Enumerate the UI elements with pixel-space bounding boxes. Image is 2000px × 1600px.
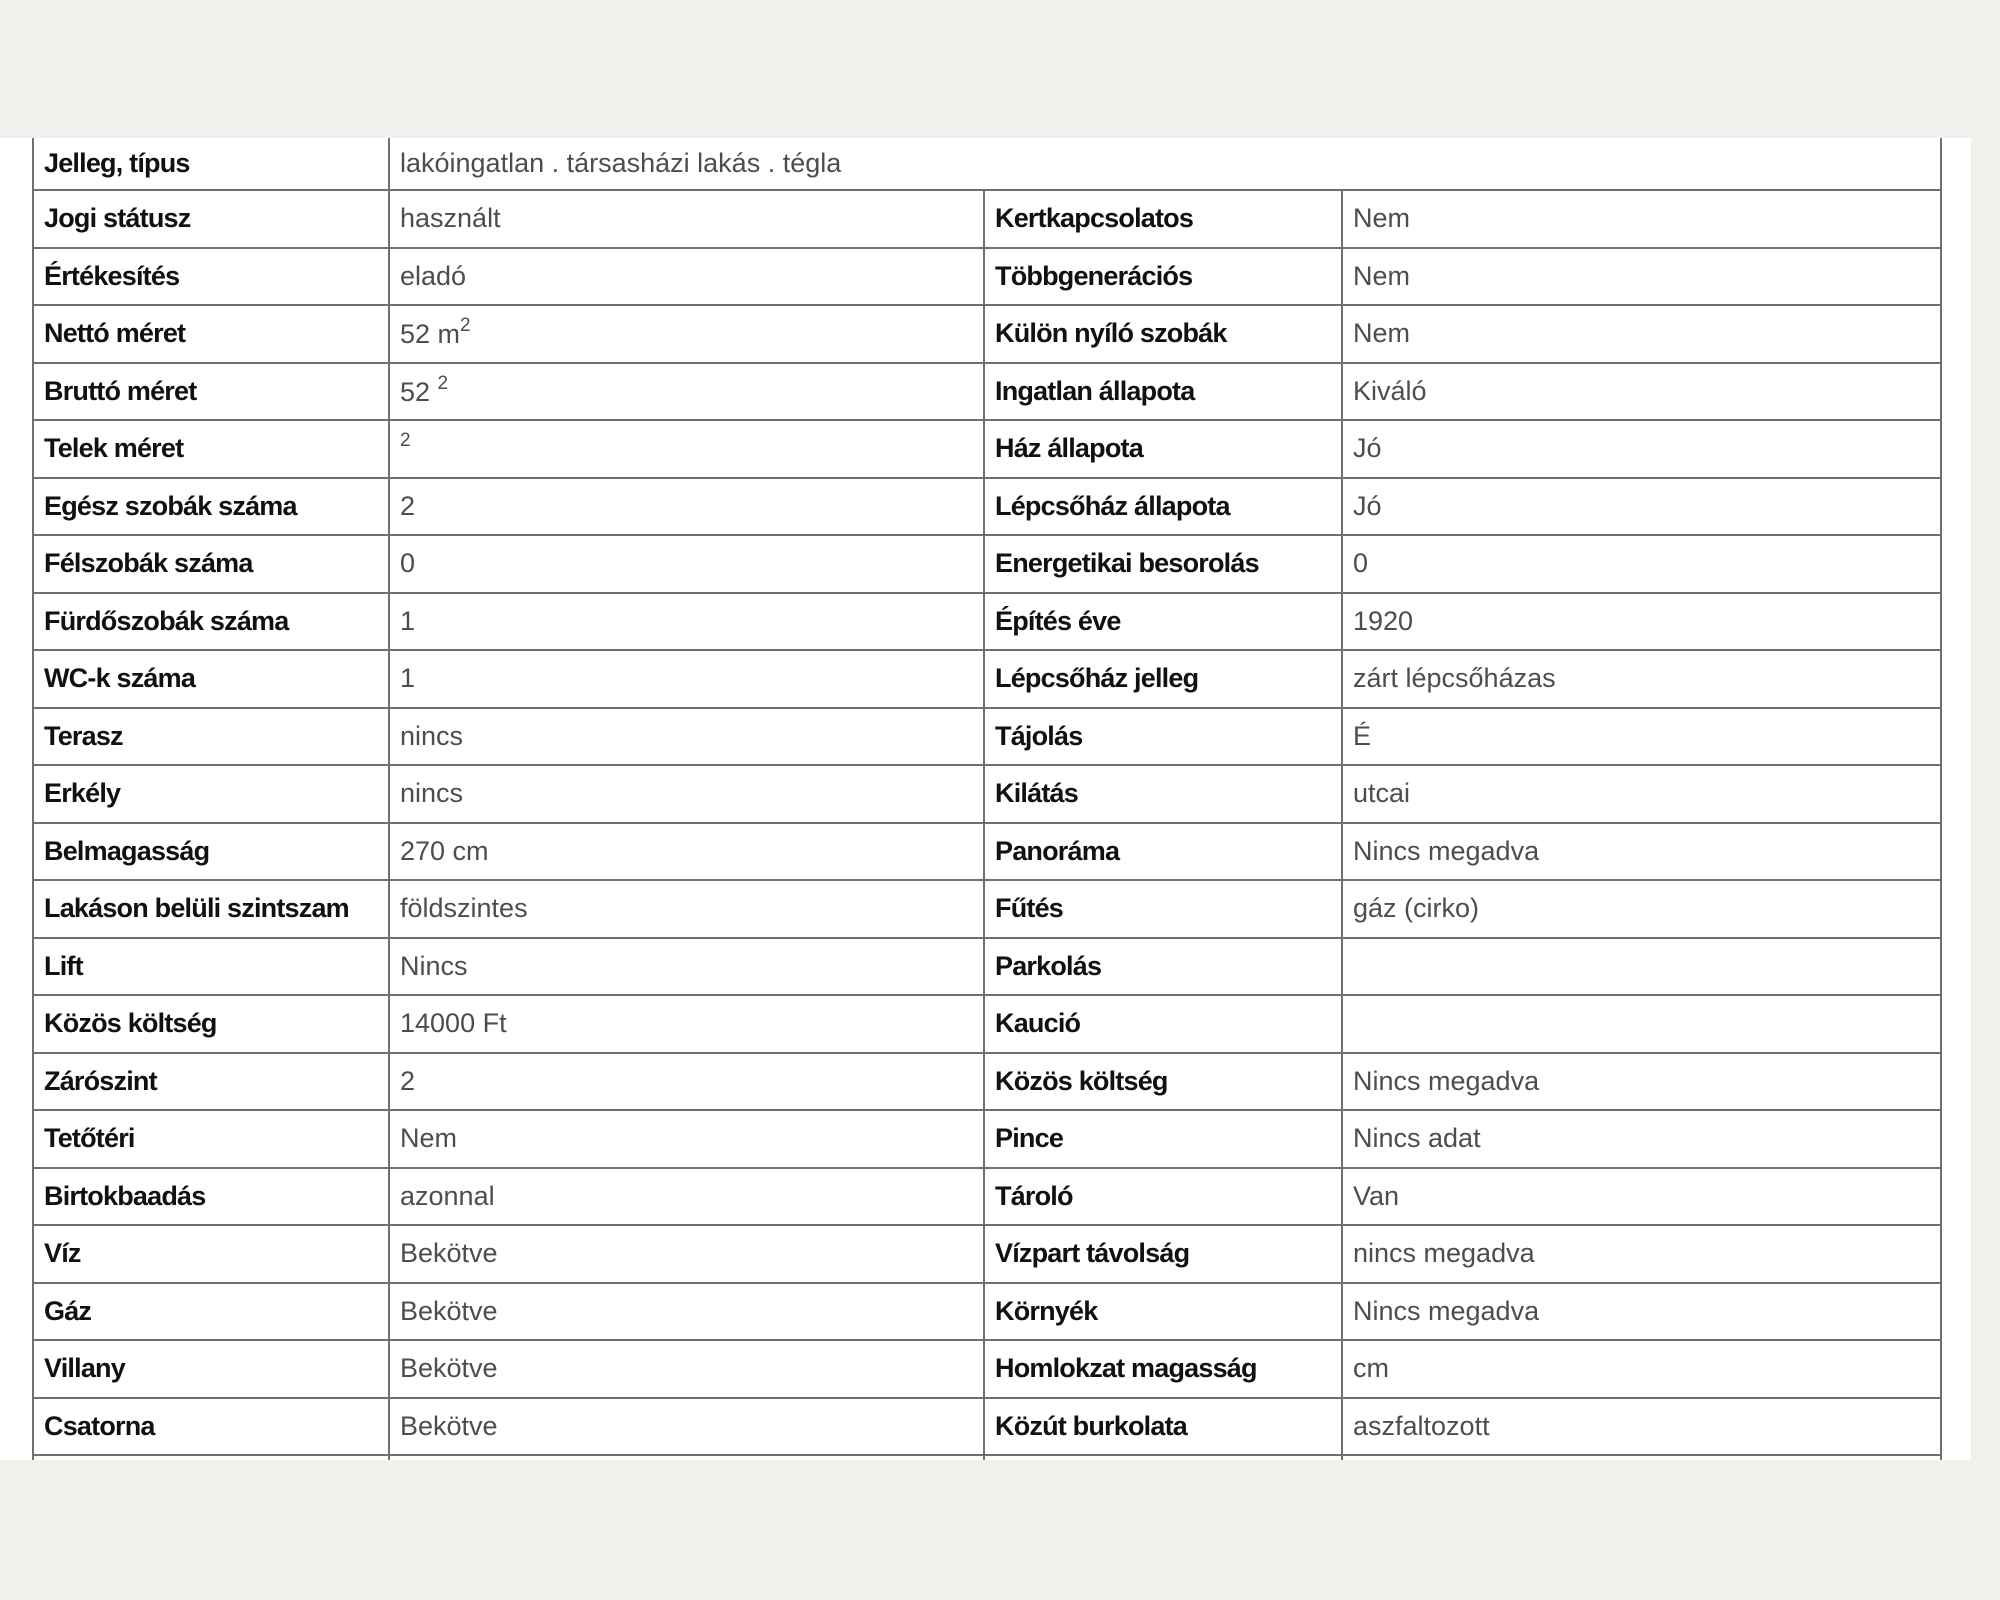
property-value-text: Nincs megadva <box>1353 1065 1540 1096</box>
property-value-text: nincs <box>400 778 464 809</box>
property-value <box>389 363 984 421</box>
table-row <box>33 535 1941 593</box>
property-value <box>389 535 984 593</box>
property-value-text: 52 m <box>400 319 461 350</box>
property-label <box>33 1398 389 1456</box>
property-label <box>33 1225 389 1283</box>
property-value <box>1342 1168 1941 1226</box>
property-value-text: Bekötve <box>400 1410 498 1441</box>
property-value <box>1342 1225 1941 1283</box>
property-label-text: Homlokzat magasság <box>995 1353 1257 1384</box>
property-label-text: Értékesítés <box>44 260 180 291</box>
property-value-text: Nincs megadva <box>1353 835 1540 866</box>
property-label-text: Félszobák száma <box>44 548 253 579</box>
property-label <box>33 535 389 593</box>
table-row <box>33 1340 1941 1398</box>
property-label <box>984 1340 1342 1398</box>
table-row <box>33 478 1941 536</box>
property-label-text: Tároló <box>995 1180 1073 1211</box>
property-label-text: Lépcsőház állapota <box>995 490 1230 521</box>
property-value-text: eladó <box>400 260 467 291</box>
property-label <box>984 420 1342 478</box>
table-row <box>33 248 1941 306</box>
table-row <box>33 190 1941 248</box>
property-label-text: Nettó méret <box>44 318 186 349</box>
property-label-text: Birtokbaadás <box>44 1180 206 1211</box>
property-label-text: Közös költség <box>995 1065 1168 1096</box>
property-label-text: Parkolás <box>995 950 1102 981</box>
property-label-text: Vízpart távolság <box>995 1238 1190 1269</box>
property-value-text: 0 <box>1353 548 1369 579</box>
property-value-text: 52 <box>400 376 438 407</box>
property-value <box>1342 248 1941 306</box>
table-row <box>33 420 1941 478</box>
property-label-text: Villany <box>44 1353 125 1384</box>
property-label <box>33 708 389 766</box>
table-row <box>33 1283 1941 1341</box>
property-label-text: Jogi státusz <box>44 203 191 234</box>
property-label <box>984 248 1342 306</box>
property-label <box>33 880 389 938</box>
property-label <box>33 1340 389 1398</box>
property-value-text: Nincs <box>400 950 468 981</box>
property-label-text: Közút burkolata <box>995 1410 1188 1441</box>
property-label <box>984 880 1342 938</box>
property-label <box>984 765 1342 823</box>
property-value-text: Bekötve <box>400 1353 498 1384</box>
property-value-text: azonnal <box>400 1180 495 1211</box>
property-label <box>984 190 1342 248</box>
unit-superscript: 2 <box>437 372 449 394</box>
property-value-text: földszintes <box>400 893 528 924</box>
table-row-type <box>33 138 1941 190</box>
property-value-text: utcai <box>1353 778 1411 809</box>
property-value-text: É <box>1353 720 1372 751</box>
table-row <box>33 995 1941 1053</box>
property-label <box>33 190 389 248</box>
property-value <box>1342 535 1941 593</box>
property-label-text: Pince <box>995 1123 1064 1154</box>
property-label-text: Bruttó méret <box>44 375 197 406</box>
property-label-text: Lépcsőház jelleg <box>995 663 1199 694</box>
property-value <box>389 938 984 996</box>
property-value <box>389 823 984 881</box>
property-label <box>984 1398 1342 1456</box>
property-value-text: Nincs adat <box>1353 1123 1481 1154</box>
property-value-text: Kiváló <box>1353 375 1427 406</box>
property-value <box>1342 305 1941 363</box>
property-label <box>984 1053 1342 1111</box>
property-label <box>33 1168 389 1226</box>
property-label <box>984 363 1342 421</box>
property-value-text: Van <box>1353 1180 1400 1211</box>
property-value <box>1342 765 1941 823</box>
property-label <box>984 823 1342 881</box>
property-value <box>389 1168 984 1226</box>
table-row <box>33 363 1941 421</box>
property-label-text: Víz <box>44 1238 81 1269</box>
property-value <box>1342 650 1941 708</box>
property-label <box>984 938 1342 996</box>
property-value-text: Nem <box>400 1123 458 1154</box>
property-value-text: Bekötve <box>400 1238 498 1269</box>
property-value <box>389 248 984 306</box>
property-label-text: Belmagasság <box>44 835 210 866</box>
property-value <box>389 1340 984 1398</box>
property-value <box>1342 880 1941 938</box>
property-label <box>33 938 389 996</box>
property-label-text: Kilátás <box>995 778 1078 809</box>
table-row <box>33 880 1941 938</box>
property-label-text: Tetőtéri <box>44 1123 135 1154</box>
property-value-text: gáz (cirko) <box>1353 893 1480 924</box>
property-value <box>1342 995 1941 1053</box>
property-value-text: használt <box>400 203 501 234</box>
property-value-text: 2 <box>400 1065 416 1096</box>
property-label <box>984 593 1342 651</box>
property-value-text: Bekötve <box>400 1295 498 1326</box>
property-value <box>1342 938 1941 996</box>
property-value <box>389 1283 984 1341</box>
table-row-partial <box>33 1455 1941 1460</box>
property-label-text: Fűtés <box>995 893 1064 924</box>
table-row <box>33 1053 1941 1111</box>
property-label-text: Erkély <box>44 778 121 809</box>
property-value <box>1342 593 1941 651</box>
property-label-text: WC-k száma <box>44 663 196 694</box>
property-label: Jelleg, típus <box>33 138 389 190</box>
table-cell-empty <box>984 1455 1342 1460</box>
table-row <box>33 823 1941 881</box>
property-value: lakóingatlan . társasházi lakás . tégla <box>389 138 1941 190</box>
property-label-text: Energetikai besorolás <box>995 548 1259 579</box>
property-label <box>33 650 389 708</box>
property-label-text: Külön nyíló szobák <box>995 318 1227 349</box>
property-label <box>33 1110 389 1168</box>
property-label <box>33 593 389 651</box>
table-row <box>33 708 1941 766</box>
property-value-text: Nem <box>1353 318 1411 349</box>
property-value-text: Jó <box>1353 490 1382 521</box>
property-value-text: 1 <box>400 605 416 636</box>
property-label-text: Ház állapota <box>995 433 1143 464</box>
property-label <box>33 823 389 881</box>
property-value-text: 0 <box>400 548 416 579</box>
property-label <box>33 305 389 363</box>
property-label <box>984 995 1342 1053</box>
property-value <box>1342 1053 1941 1111</box>
property-label <box>33 995 389 1053</box>
property-label-text: Tájolás <box>995 720 1083 751</box>
table-row <box>33 1225 1941 1283</box>
property-value <box>389 880 984 938</box>
property-value-text: zárt lépcsőházas <box>1353 663 1556 694</box>
property-label-text: Építés éve <box>995 605 1121 636</box>
property-value-text: 1920 <box>1353 605 1414 636</box>
property-label <box>33 1283 389 1341</box>
property-label-text: Lakáson belüli szintszam <box>44 893 349 924</box>
property-label <box>33 248 389 306</box>
property-value-text: aszfaltozott <box>1353 1410 1490 1441</box>
property-value <box>389 478 984 536</box>
table-row <box>33 1168 1941 1226</box>
property-label <box>33 363 389 421</box>
table-row <box>33 765 1941 823</box>
property-label-text: Kertkapcsolatos <box>995 203 1194 234</box>
property-value-text: 270 cm <box>400 835 489 866</box>
table-cell-empty <box>1342 1455 1941 1460</box>
property-value <box>389 305 984 363</box>
property-value <box>389 650 984 708</box>
property-value <box>1342 478 1941 536</box>
table-cell-empty <box>33 1455 389 1460</box>
property-label <box>984 1225 1342 1283</box>
property-value-text: Nem <box>1353 260 1411 291</box>
property-label <box>33 478 389 536</box>
property-value <box>389 708 984 766</box>
property-label <box>984 535 1342 593</box>
property-value-text: Nem <box>1353 203 1411 234</box>
property-label-text: Lift <box>44 950 83 981</box>
property-value <box>1342 708 1941 766</box>
property-value <box>1342 1283 1941 1341</box>
property-value <box>389 1110 984 1168</box>
property-value <box>1342 1398 1941 1456</box>
property-label-text: Egész szobák száma <box>44 490 297 521</box>
property-label-text: Csatorna <box>44 1410 155 1441</box>
property-value <box>389 1053 984 1111</box>
table-cell-empty <box>389 1455 984 1460</box>
property-label-text: Gáz <box>44 1295 92 1326</box>
unit-superscript: 2 <box>400 430 411 452</box>
property-value-text: 2 <box>400 490 416 521</box>
property-value-text: Jó <box>1353 433 1382 464</box>
document-page <box>0 138 1971 1460</box>
property-label-text: Terasz <box>44 720 123 751</box>
table-row <box>33 305 1941 363</box>
property-label <box>984 708 1342 766</box>
property-details-table <box>32 138 1942 1460</box>
property-value <box>1342 190 1941 248</box>
table-row <box>33 650 1941 708</box>
property-value-text: nincs megadva <box>1353 1238 1535 1269</box>
property-value-text: Nincs megadva <box>1353 1295 1540 1326</box>
property-label-text: Zárószint <box>44 1065 157 1096</box>
property-label <box>984 478 1342 536</box>
property-label-text: Közös költség <box>44 1008 217 1039</box>
property-value <box>389 995 984 1053</box>
property-value <box>389 765 984 823</box>
table-row <box>33 1398 1941 1456</box>
property-label <box>984 650 1342 708</box>
property-value <box>389 1225 984 1283</box>
property-value <box>1342 420 1941 478</box>
property-label <box>984 1168 1342 1226</box>
property-label-text: Telek méret <box>44 433 184 464</box>
property-value <box>1342 363 1941 421</box>
property-value <box>1342 823 1941 881</box>
property-label <box>984 1110 1342 1168</box>
property-label-text: Környék <box>995 1295 1098 1326</box>
property-value <box>389 593 984 651</box>
property-label-text: Ingatlan állapota <box>995 375 1195 406</box>
property-value-text: 14000 Ft <box>400 1008 507 1039</box>
table-row <box>33 593 1941 651</box>
property-value <box>1342 1110 1941 1168</box>
property-label-text: Panoráma <box>995 835 1120 866</box>
property-label-text: Fürdőszobák száma <box>44 605 289 636</box>
property-value <box>389 420 984 478</box>
property-label <box>984 1283 1342 1341</box>
property-label-text: Többgenerációs <box>995 260 1193 291</box>
table-row <box>33 938 1941 996</box>
unit-superscript: 2 <box>460 315 471 337</box>
property-value <box>389 190 984 248</box>
property-label <box>984 305 1342 363</box>
property-value-text: cm <box>1353 1353 1389 1384</box>
property-value-text: 1 <box>400 663 416 694</box>
property-label <box>33 1053 389 1111</box>
property-label-text: Kaució <box>995 1008 1081 1039</box>
property-label <box>33 420 389 478</box>
property-value <box>1342 1340 1941 1398</box>
property-value <box>389 1398 984 1456</box>
property-value-text: nincs <box>400 720 464 751</box>
table-row <box>33 1110 1941 1168</box>
property-label <box>33 765 389 823</box>
